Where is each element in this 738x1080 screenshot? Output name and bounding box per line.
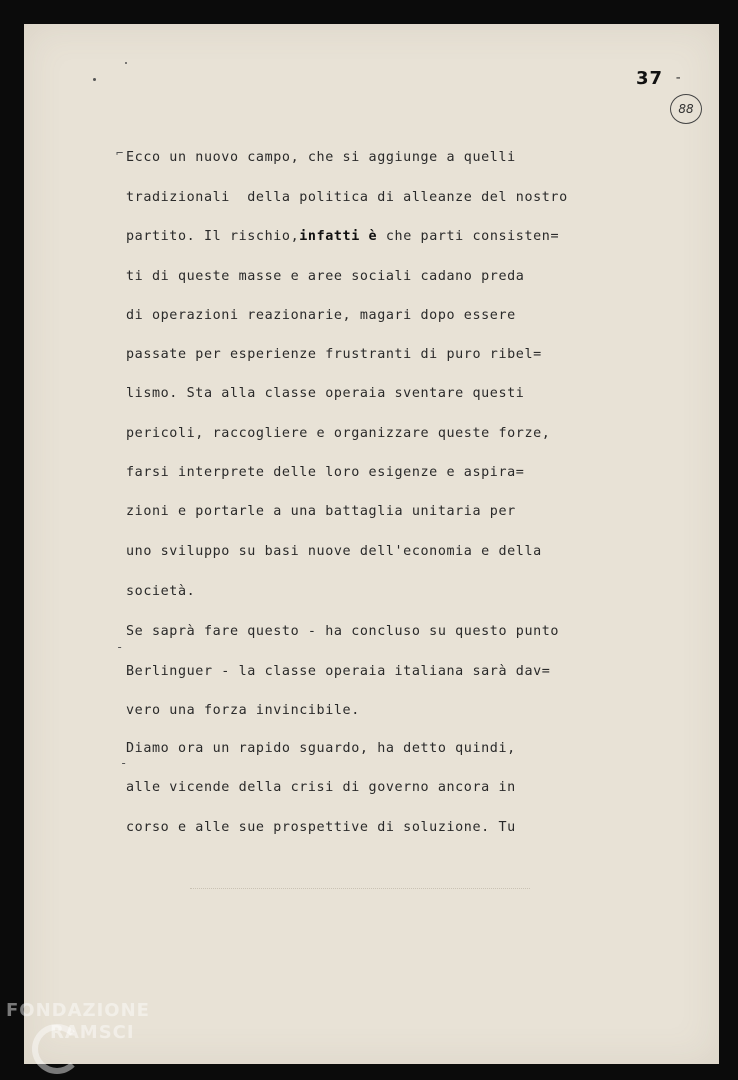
page-number: 37 — [636, 68, 664, 89]
archive-number-circled: 88 — [670, 94, 702, 124]
text-line: zioni e portarle a una battaglia unitaria per — [126, 504, 516, 519]
watermark-line-1: FONDAZIONE — [6, 1000, 150, 1021]
text-line: di operazioni reazionarie, magari dopo essere — [126, 308, 516, 323]
text-line: farsi interprete delle loro esigenze e aspira= — [126, 465, 525, 480]
text-line: ti di queste masse e aree sociali cadano preda — [126, 269, 525, 284]
text-line: partito. Il rischio,infatti è che parti consisten= — [126, 229, 560, 244]
text-line: pericoli, raccogliere e organizzare queste forze, — [126, 426, 551, 441]
text-line: tradizionali della politica di alleanze del nostro — [126, 190, 568, 205]
page-number-dash: - — [674, 70, 683, 86]
text-line: uno sviluppo su basi nuove dell'economia e della — [126, 544, 542, 559]
margin-mark: ⌐ — [116, 146, 124, 160]
text-line: passate per esperienze frustranti di puro ribel= — [126, 347, 542, 362]
ink-speck — [93, 78, 96, 81]
text-line: Diamo ora un rapido sguardo, ha detto quindi, — [126, 741, 516, 756]
text-line: corso e alle sue prospettive di soluzione. Tu — [126, 820, 516, 835]
watermark-line-2: RAMSCI — [50, 1022, 135, 1043]
text-line: società. — [126, 584, 196, 599]
margin-mark: - — [116, 640, 124, 654]
text-line: Ecco un nuovo campo, che si aggiunge a quelli — [126, 150, 516, 165]
text-line: Berlinguer - la classe operaia italiana sarà dav= — [126, 664, 551, 679]
text-line: lismo. Sta alla classe operaia sventare questi — [126, 386, 525, 401]
text-line: vero una forza invincibile. — [126, 703, 360, 718]
margin-mark: - — [120, 756, 128, 770]
faint-divider — [190, 888, 530, 889]
archive-watermark-logo — [6, 998, 206, 1078]
ink-speck — [125, 62, 127, 64]
text-line: alle vicende della crisi di governo ancora in — [126, 780, 516, 795]
text-line: Se saprà fare questo - ha concluso su questo punto — [126, 624, 560, 639]
